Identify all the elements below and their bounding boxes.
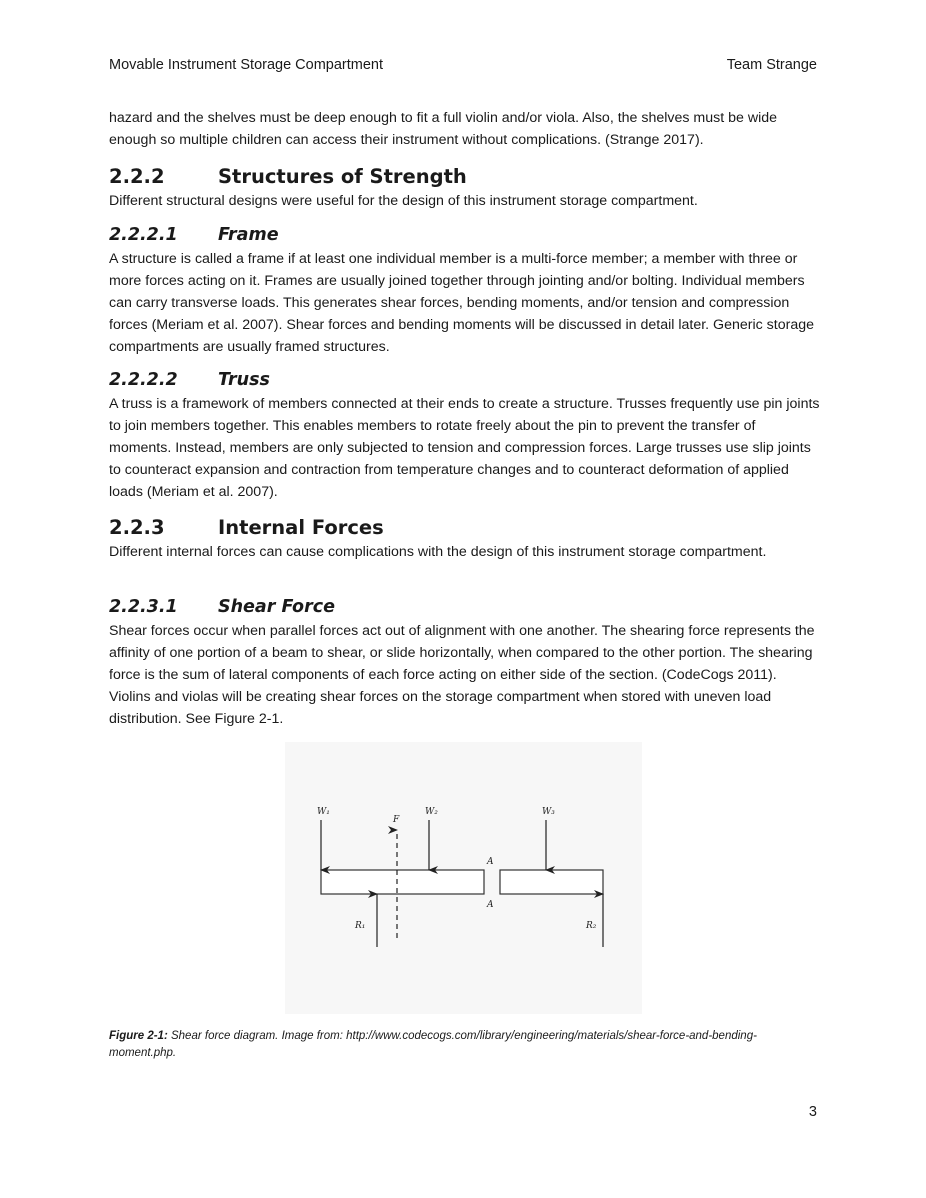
heading-2-2-2-1 — [109, 225, 279, 245]
paragraph-2-2-2: Different structural designs were useful for the design of this instrument storage compartment. — [109, 193, 698, 209]
heading-title: Frame — [218, 225, 279, 245]
heading-2-2-2-2 — [109, 370, 270, 390]
figure-caption — [109, 1028, 821, 1062]
running-header-team: Team Strange — [726, 57, 817, 73]
label-r1: R₁ — [355, 921, 366, 931]
label-r2: R₂ — [586, 921, 597, 931]
heading-2-2-3 — [109, 516, 384, 539]
caption-text: Shear force diagram. Image from: http://www.codecogs.com/library/engineering/materials/shear-force-and-bending-moment.php. — [109, 1030, 757, 1059]
heading-title: Structures of Strength — [218, 165, 467, 188]
paragraph-2-2-3-1: Shear forces occur when parallel forces act out of alignment with one another. The shearing force represents the affinity of one portion of a beam to shear, or slide horizontally, when compared to the other portion. The shearing force is the sum of lateral components of each force acting on either side of the section. (CodeCogs 2011). Violins and violas will be creating shear forces on the storage compartment when stored with uneven load distribution. See Figure 2-1. — [109, 623, 815, 727]
shear-force-figure — [285, 742, 642, 1014]
left-beam-segment — [321, 870, 484, 894]
heading-number: 2.2.3 — [109, 516, 165, 539]
heading-title: Shear Force — [218, 597, 335, 617]
heading-title: Internal Forces — [218, 516, 384, 539]
heading-2-2-2 — [109, 165, 467, 188]
caption-label: Figure 2-1: — [109, 1030, 168, 1042]
label-w3: W₃ — [542, 807, 555, 817]
heading-number: 2.2.2.1 — [109, 225, 178, 245]
paragraph-2-2-2-1: A structure is called a frame if at least one individual member is a multi-force member; a member with three or more forces acting on it. Frames are usually joined together through jointing and/or bolting. Individual members can carry transverse loads. This generates shear forces, bending moments, and/or tension and compression forces (Meriam et al. 2007). Shear forces and bending moments will be discussed in detail later. Generic storage compartments are usually framed structures. — [109, 251, 814, 355]
label-a-bottom: A — [487, 900, 494, 910]
heading-number: 2.2.3.1 — [109, 597, 178, 617]
page-number: 3 — [808, 1104, 817, 1120]
shear-force-diagram — [285, 742, 642, 1014]
heading-number: 2.2.2.2 — [109, 370, 178, 390]
label-w1: W₁ — [317, 807, 330, 817]
heading-2-2-3-1 — [109, 597, 335, 617]
paragraph-2-2-2-2: A truss is a framework of members connected at their ends to create a structure. Trusses frequently use pin joints to join members together. This enables members to rotate freely about the pin to prevent the transfer of moments. Instead, members are only subjected to tension and compression forces. Large trusses use slip joints to counteract expansion and contraction from temperature changes and to counteract deformation of applied loads (Meriam et al. 2007). — [109, 396, 820, 500]
heading-title: Truss — [218, 370, 270, 390]
running-header-title: Movable Instrument Storage Compartment — [109, 57, 384, 73]
intro-paragraph: hazard and the shelves must be deep enough to fit a full violin and/or viola. Also, the shelves must be wide enough so multiple children can access their instrument without complications. (Strange 2017). — [109, 110, 778, 148]
paragraph-2-2-3: Different internal forces can cause complications with the design of this instrument storage compartment. — [109, 544, 767, 560]
label-w2: W₂ — [425, 807, 438, 817]
right-beam-segment — [500, 870, 603, 894]
label-a-top: A — [487, 857, 494, 867]
label-f: F — [393, 815, 400, 825]
heading-number: 2.2.2 — [109, 165, 165, 188]
